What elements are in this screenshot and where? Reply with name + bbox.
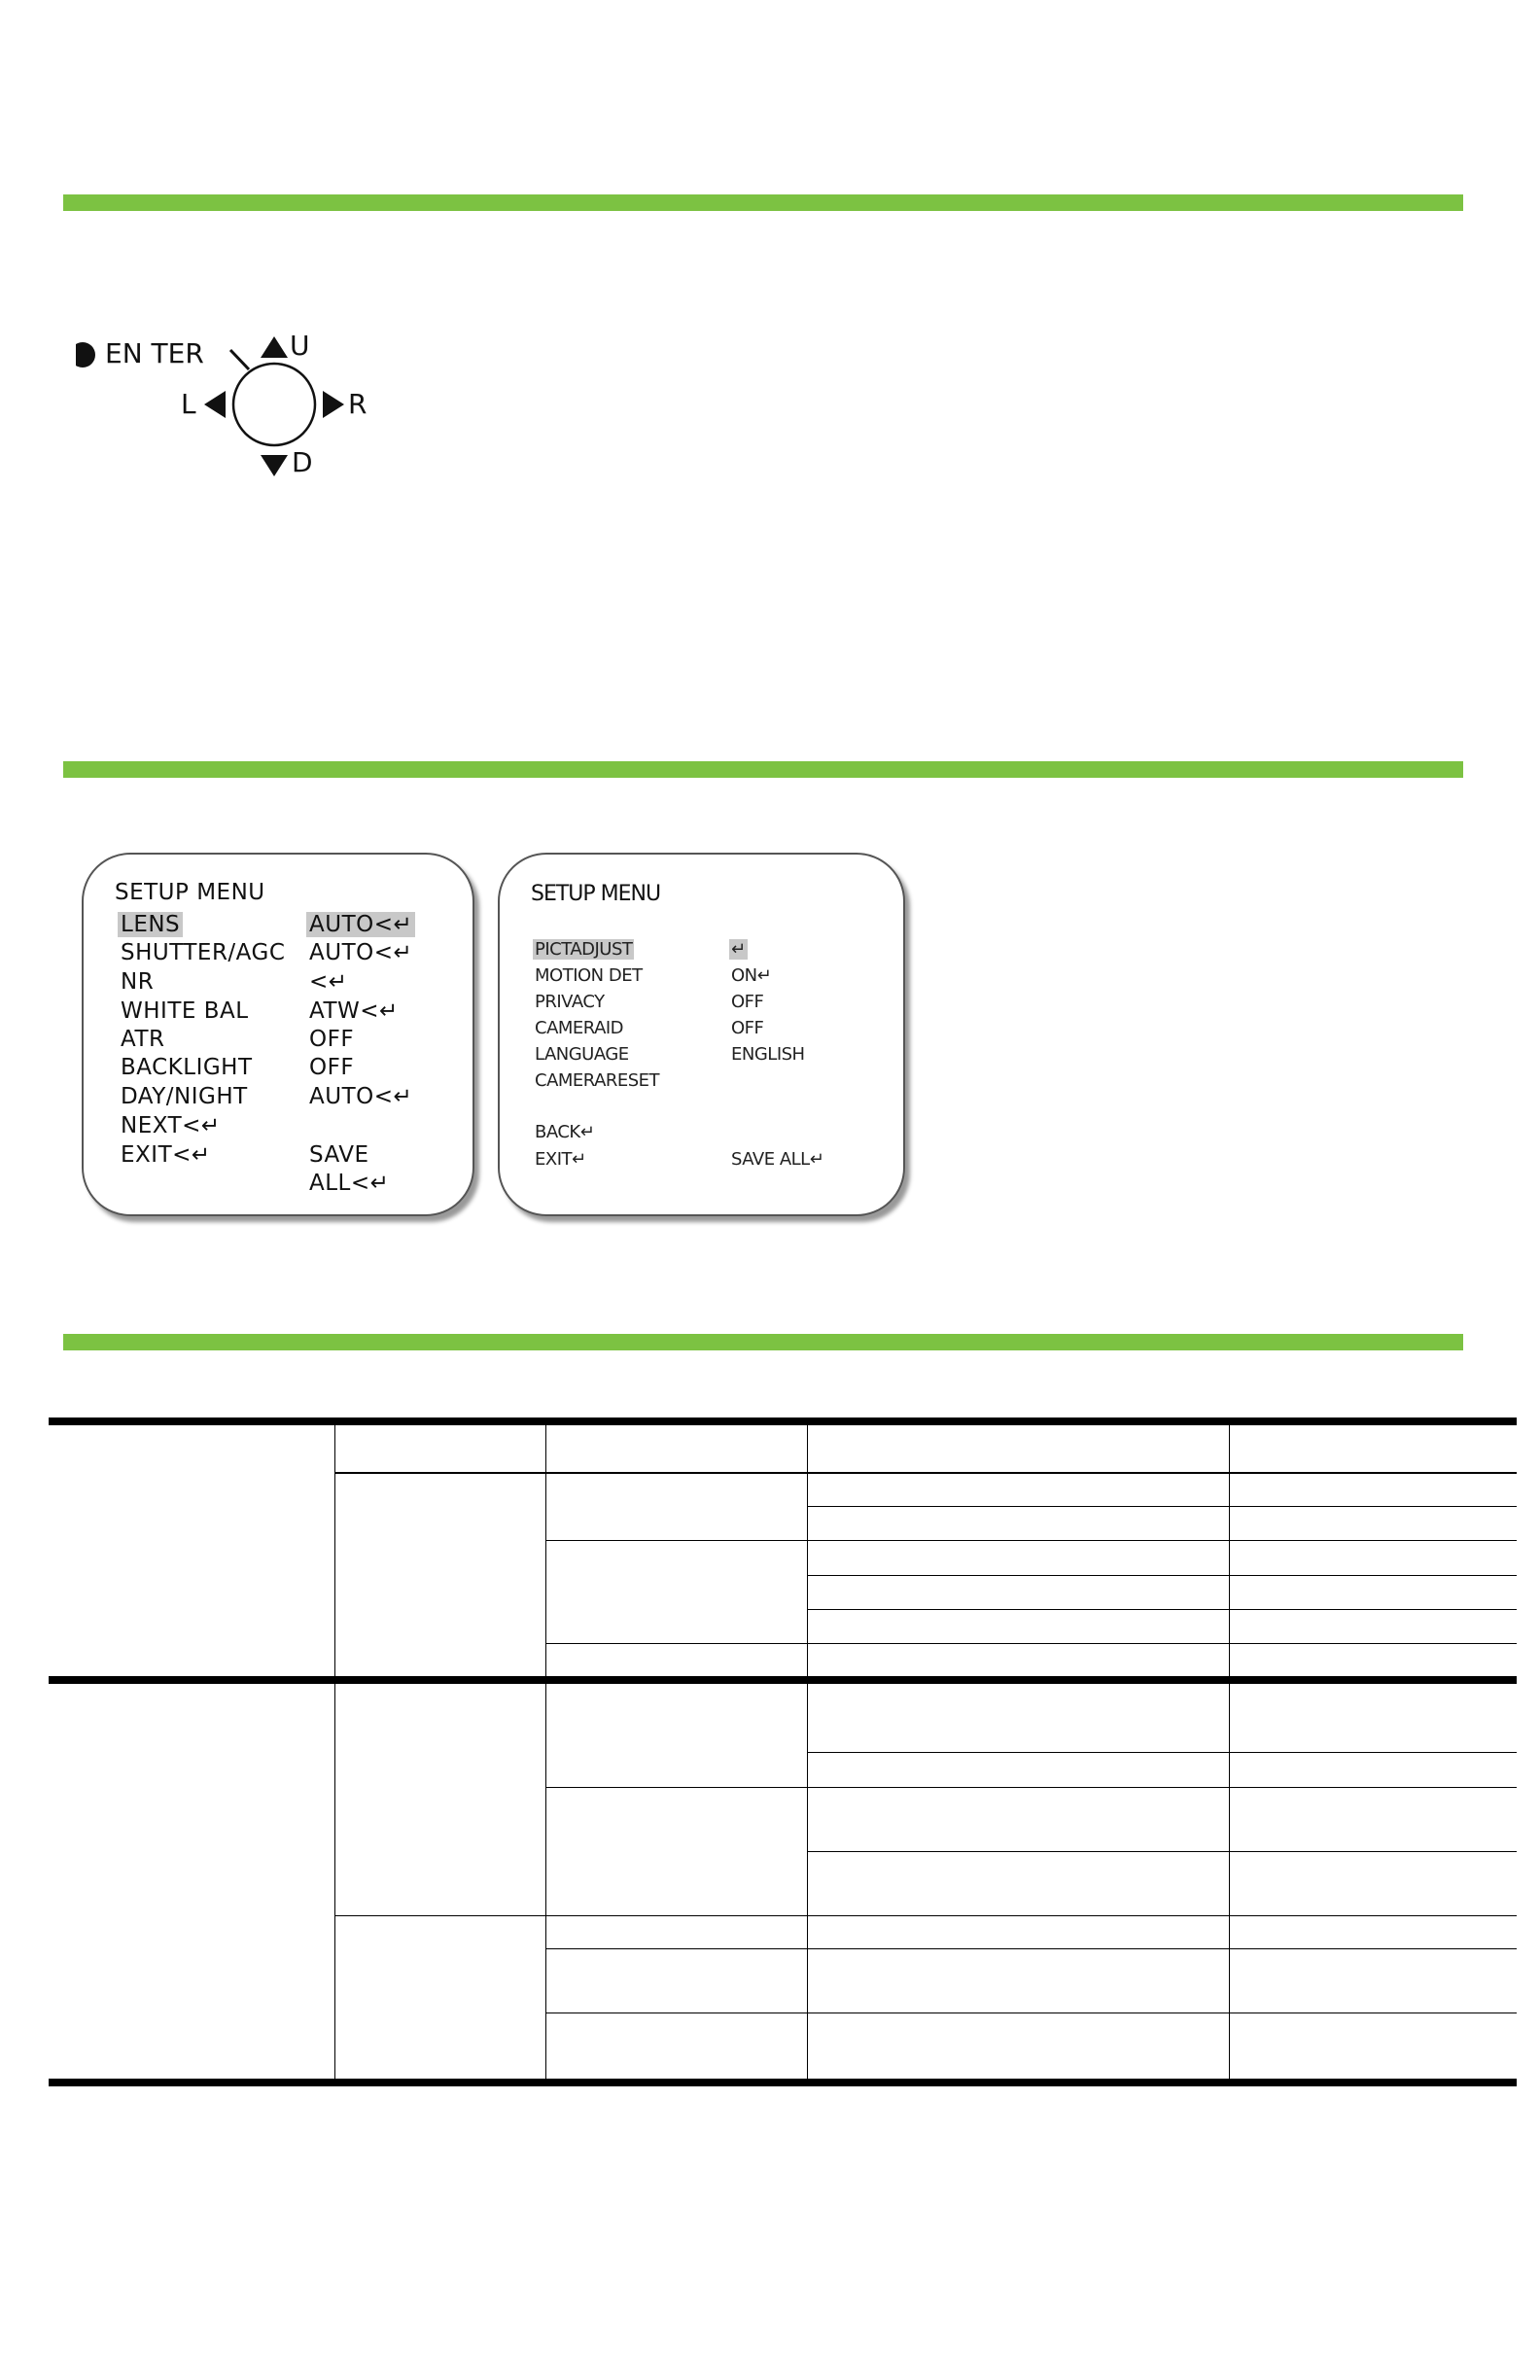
table-bottom-rule: [49, 2079, 1517, 2086]
table-top-rule: [49, 1418, 1517, 1425]
menu-row-label: LANGUAGE: [535, 1044, 629, 1065]
table-row-line: [334, 1915, 1517, 1916]
menu-row-label: ATR: [121, 1027, 165, 1052]
enter-dot-icon: [76, 342, 95, 368]
menu-row-value: OFF: [731, 992, 764, 1012]
down-arrow-icon: [261, 455, 288, 476]
menu-row-value: ↵: [731, 939, 746, 960]
joystick-diagram: [76, 329, 387, 484]
table-row-line: [545, 1787, 1517, 1788]
menu-row-value: SAVE: [309, 1142, 369, 1168]
right-label: R: [348, 388, 368, 420]
left-arrow-icon: [204, 391, 226, 418]
spec-table: [49, 1418, 1517, 2086]
menu-row-label: DAY/NIGHT: [121, 1084, 248, 1109]
section-divider-1: [63, 194, 1463, 211]
table-row-line: [807, 1752, 1517, 1753]
up-arrow-icon: [261, 336, 288, 358]
menu-row-value: AUTO<↵: [309, 940, 413, 965]
menu-row-value: OFF: [731, 1018, 764, 1038]
menu-row-label: EXIT↵: [535, 1149, 586, 1170]
section-divider-3: [63, 1334, 1463, 1350]
down-label: D: [292, 446, 313, 478]
table-row-line: [545, 1643, 1517, 1644]
menu-row-value: OFF: [309, 1055, 355, 1080]
setup-menu-title: SETUP MENU: [531, 882, 661, 906]
menu-row-value: AUTO<↵: [309, 1084, 413, 1109]
table-row-line: [807, 1575, 1517, 1576]
table-row-line: [807, 1851, 1517, 1852]
menu-row-label: CAMERARESET: [535, 1070, 660, 1091]
menu-row-label: WHITE BAL: [121, 998, 249, 1024]
menu-row-label: PRIVACY: [535, 992, 605, 1012]
menu-row-label: NR: [121, 969, 155, 995]
menu-row-label: BACKLIGHT: [121, 1055, 253, 1080]
menu-row-value: ALL<↵: [309, 1171, 390, 1196]
setup-menu-page-2: [498, 853, 905, 1216]
menu-row-label: LENS: [118, 912, 183, 937]
joystick-circle-icon: [233, 364, 315, 445]
table-col-line: [334, 1425, 335, 2079]
table-row-line: [807, 1506, 1517, 1507]
table-row-line: [545, 1948, 1517, 1949]
table-row-line: [807, 1609, 1517, 1610]
table-row-line: [334, 1472, 1517, 1474]
menu-row-value: AUTO<↵: [306, 912, 415, 937]
menu-row-label: BACK↵: [535, 1122, 595, 1142]
left-label: L: [181, 388, 196, 420]
section-divider-2: [63, 761, 1463, 778]
right-arrow-icon: [323, 391, 344, 418]
enter-label: EN TER: [105, 337, 204, 369]
table-group-rule: [49, 1676, 1517, 1684]
menu-row-label: CAMERAID: [535, 1018, 624, 1038]
table-row-line: [545, 1540, 1517, 1541]
menu-row-label: EXIT<↵: [121, 1142, 211, 1168]
menu-row-value: ON↵: [731, 965, 772, 986]
menu-row-value: ENGLISH: [731, 1044, 805, 1065]
menu-row-label: SHUTTER/AGC: [121, 940, 286, 965]
menu-row-value: <↵: [309, 969, 348, 995]
table-col-line: [545, 1425, 546, 2079]
setup-menu-title: SETUP MENU: [115, 880, 265, 905]
table-row-line: [545, 2012, 1517, 2013]
menu-row-label: PICTADJUST: [535, 939, 633, 960]
setup-menu-page-1: [82, 853, 474, 1216]
menu-row-value: OFF: [309, 1027, 355, 1052]
menu-row-value: ATW<↵: [309, 998, 399, 1024]
menu-row-label: MOTION DET: [535, 965, 643, 986]
menu-row-label: NEXT<↵: [121, 1113, 221, 1138]
up-label: U: [290, 330, 310, 362]
menu-row-value: SAVE ALL↵: [731, 1149, 824, 1170]
